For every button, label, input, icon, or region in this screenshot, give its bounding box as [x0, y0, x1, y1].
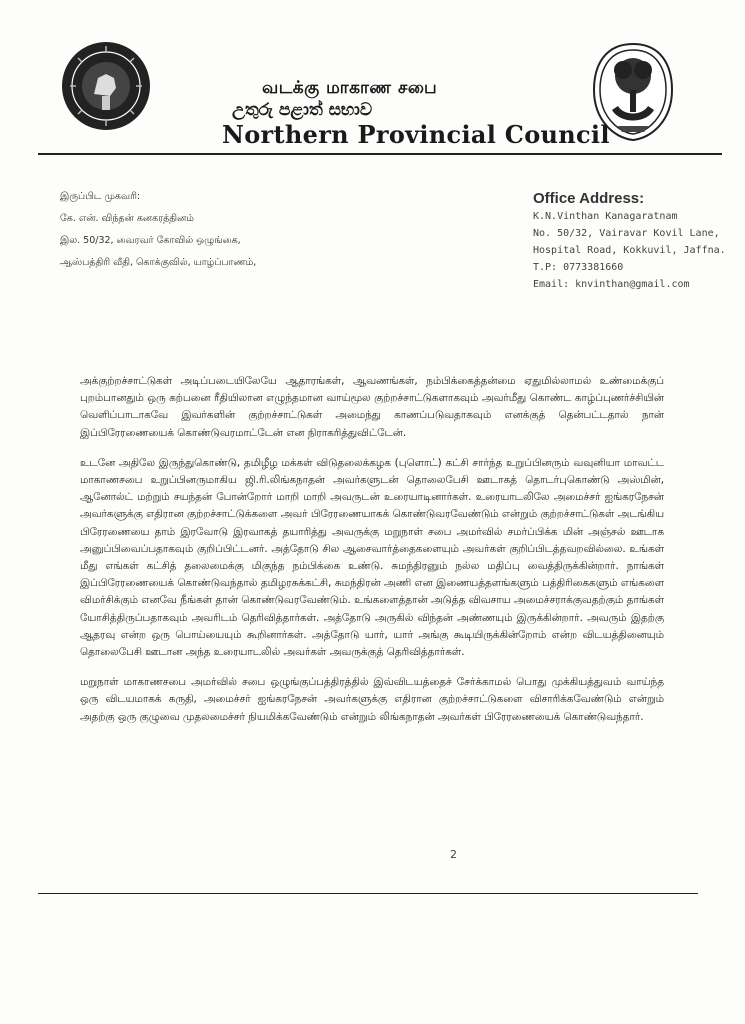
office-address-line1: No. 50/32, Vairavar Kovil Lane, — [533, 228, 720, 239]
lion-emblem-icon — [58, 38, 154, 134]
letter-body — [80, 373, 664, 739]
office-address-line2: Hospital Road, Kokkuvil, Jaffna. — [533, 245, 726, 256]
office-address — [533, 190, 726, 293]
office-address-email: Email: knvinthan@gmail.com — [533, 279, 690, 290]
office-address-phone: T.P: 0773381660 — [533, 262, 624, 273]
header-divider — [38, 153, 722, 155]
page-number: 2 — [450, 848, 457, 861]
paragraph-3: மறுநாள் மாகாணசபை அமர்வில் சபை ஒழுங்குப்பத்திரத்தில் இவ்விடயத்தைச் சேர்க்காமல் பொது முக்கியத்துவம் வாய்ந்த ஒரு விடயமாகக் கருதி, அமைச்சர் ஐங்கரநேசன் அவர்களுக்கு எதிரான குற்றச்சாட்டுகளை விசாரிக்கவேண்டும் என்றும் அதற்கு ஒரு குழுவை முதலமைச்சர் நியமிக்கவேண்டும் என்றும் லிங்கநாதன் அவர்கள் பிரேரணையைக் கொண்டுவந்தார். — [80, 676, 664, 723]
office-address-name: K.N.Vinthan Kanagaratnam — [533, 211, 678, 222]
office-address-title: Office Address: — [533, 190, 645, 207]
residential-address — [60, 186, 256, 274]
residential-address-line2: ஆஸ்பத்திரி வீதி, கொக்குவில், யாழ்ப்பாணம், — [60, 257, 257, 268]
residential-address-name: கே. என். விந்தன் கனகரத்தினம் — [60, 213, 194, 224]
paragraph-1: அக்குற்றச்சாட்டுகள் அடிப்படையிலேயே ஆதாரங்கள், ஆவணங்கள், நம்பிக்கைத்தன்மை ஏதுமில்லாமல் உண்மைக்குப் புறம்பானதும் ஒரு கற்பனை ரீதியிலான எழுந்தமான வாய்மூல குற்றச்சாட்டுகளாகவும் அவர்மீது கொண்ட காழ்ப்புணர்ச்சியின் வெளிப்பாடாகவே இவர்களின் குற்றச்சாட்டுகள் அமைந்து காணப்படுவதாகவும் எனக்குத் தென்பட்டதால் நான் இப்பிரேரணையைக் கொண்டுவரமாட்டேன் என நிராகரித்துவிட்டேன். — [80, 375, 664, 439]
header-title-sinhala: උතුරු පළාත් සභාව — [232, 100, 373, 120]
header-title-english: Northern Provincial Council — [222, 120, 610, 149]
residential-address-line1: இல. 50/32, வைரவர் கோவில் ஒழுங்கை, — [60, 235, 241, 246]
residential-address-label: இருப்பிட முகவரி: — [60, 191, 141, 202]
footer-divider — [38, 893, 698, 894]
header-title-tamil: வடக்கு மாகாண சபை — [262, 78, 438, 98]
paragraph-2: உடனே அதிலே இருந்துகொண்டு, தமிழீழ மக்கள் விடுதலைக்கழக (புளொட்) கட்சி சார்ந்த உறுப்பினரும் வவுனியா மாவட்ட மாகாணசபை உறுப்பினருமாகிய ஜி.ரி.லிங்கநாதன் அவர்களுடன் தொலைபேசி ஊடாகத் தொடர்புகொண்டு அஸ்மின், ஆனோல்ட் மற்றும் சயந்தன் போன்றோர் மாறி மாறி அவருடன் உரையாடினார்கள். உரையாடலிலே அமைச்சர் ஐங்கரநேசன் அவர்களுக்கு எதிரான குற்றச்சாட்டுக்களை அவர் பிரேரணையாகக் கொண்டுவரவேண்டும் என்றும் குற்றச்சாட்டுகள் அடங்கிய பிரேரணையை தாம் இரவோடு இரவாகத் தயாரித்து அவருக்கு மறுநாள் சபை அமர்வில் சமர்ப்பிக்க மின் அஞ்சல் ஊடாக அனுப்பிவைப்பதாகவும் குறிப்பிட்டனர். அத்தோடு சில ஆசைவார்த்தைகளையும் அவர்கள் குறிப்பிடத்தவறவில்லை. உங்கள் மீது எங்கள் கட்சித் தலைமைக்கு மிகுந்த நம்பிக்கை உண்டு. சுமந்திரனும் நல்ல மதிப்பு வைத்திருக்கின்றார். நாங்கள் இப்பிரேரணையைக் கொண்டுவந்தால் தமிழரசுக்கட்சி, சுமந்திரன் அணி என இணையத்தளங்களும் பத்திரிகைகளும் எங்களை விமர்சிக்கும் எனவே நீங்கள் தான் கொண்டுவரவேண்டும். உங்களைத்தான் அடுத்த விவசாய அமைச்சராக்குவதற்கும் தாங்கள் யோசித்திருப்பதாகவும் அவரிடம் தெரிவித்தார்கள். அத்தோடு அருகில் விந்தன் அண்ணயும் இருக்கின்றார். அவரும் இதற்கு ஆதரவு என்ற ஒரு பொய்யையும் கூறினார்கள். அத்தோடு யார், யார் அங்கு கூடியிருக்கின்றோம் என்ற விடயத்தினையும் தொலைபேசி ஊடான அந்த உரையாடலில் அவர்கள் அவருக்குத் தெரிவித்தார்கள். — [80, 456, 664, 659]
